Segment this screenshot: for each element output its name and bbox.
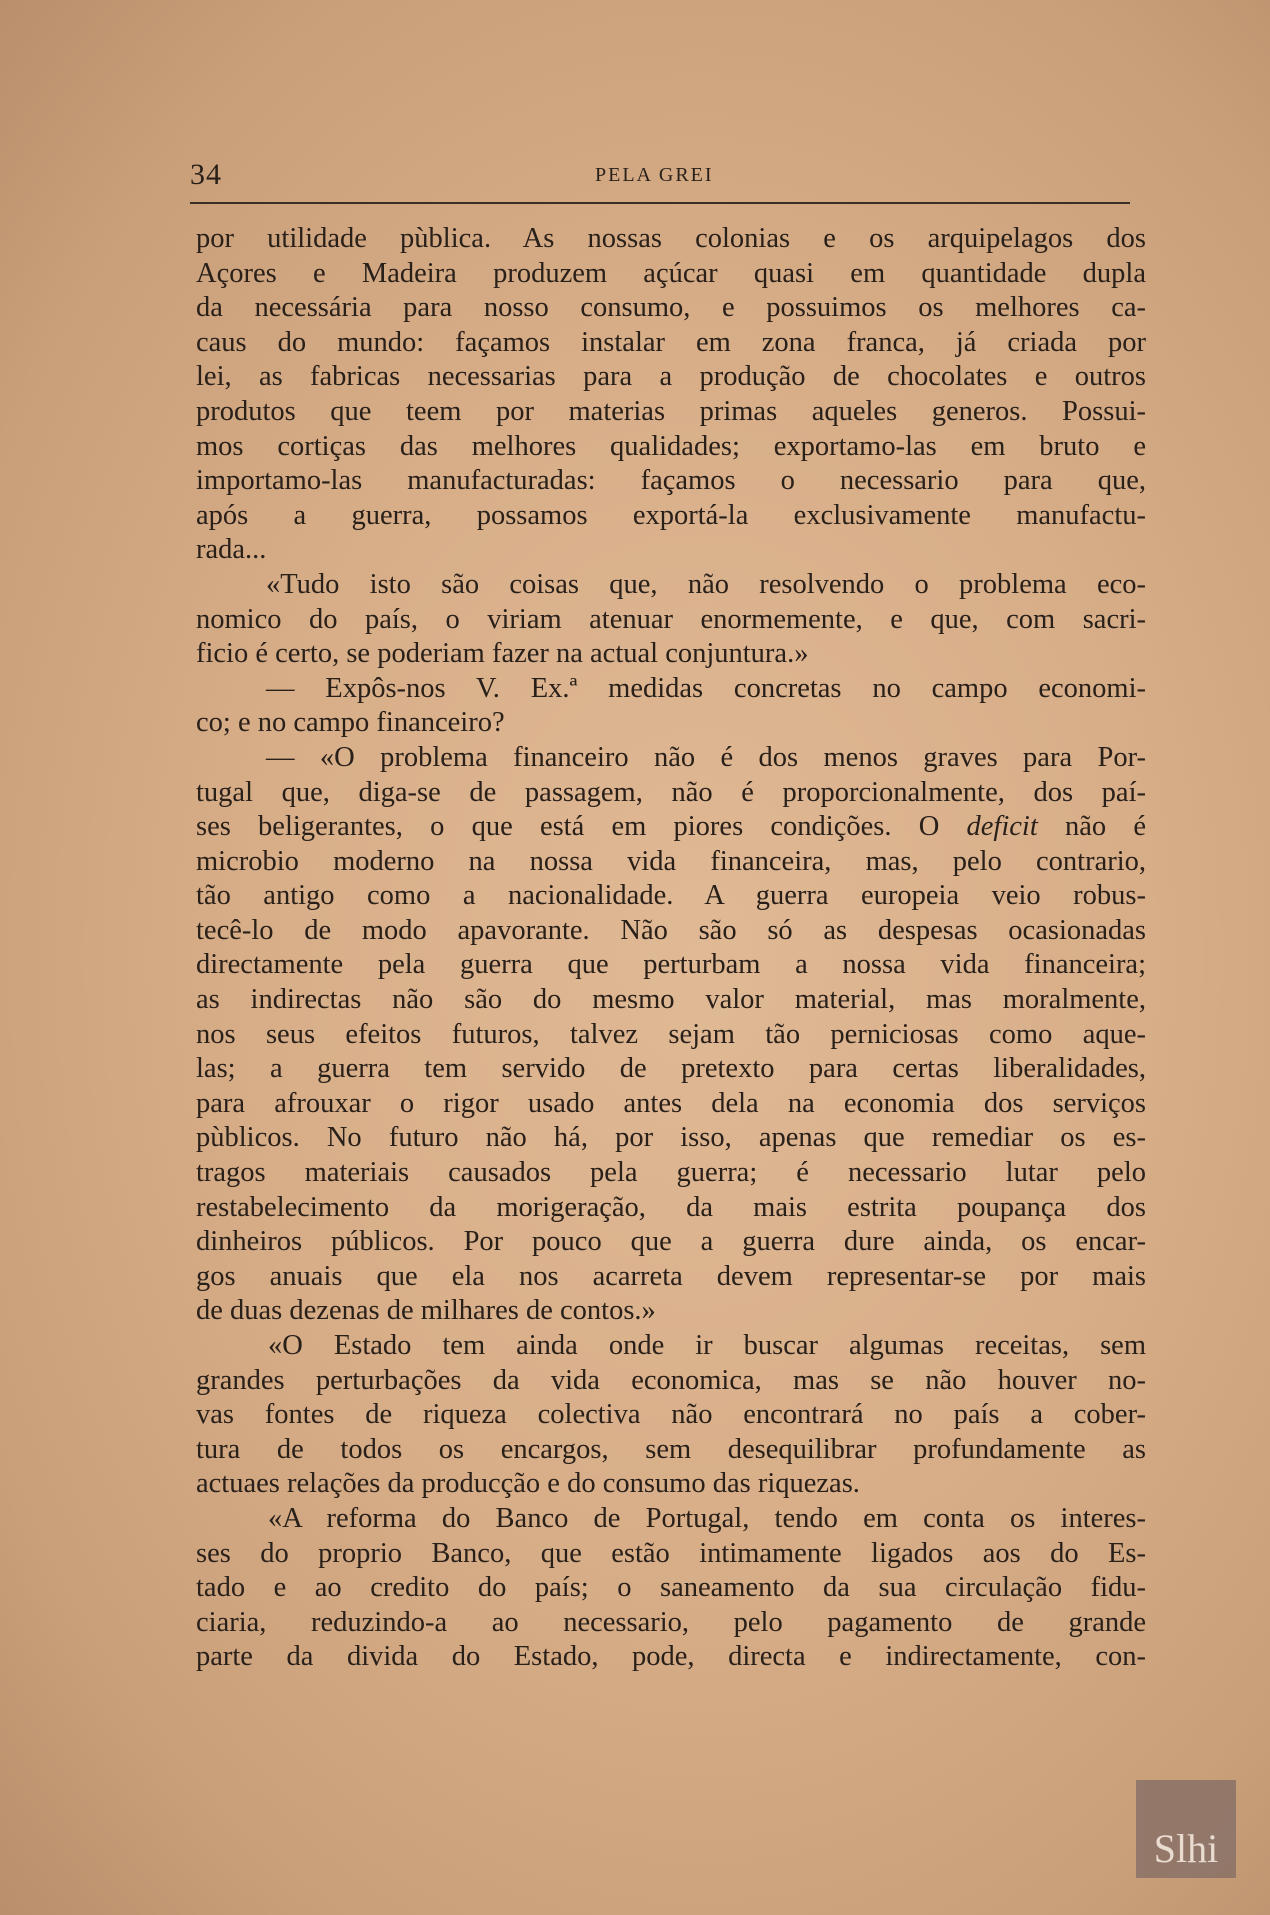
text-line: dinheiros públicos. Por pouco que a guerra dure ainda, os encar- (196, 1226, 1146, 1258)
text-line: actuaes relações da producção e do consumo das riquezas. (196, 1468, 860, 1500)
text-line: lei, as fabricas necessarias para a produção de chocolates e outros (196, 361, 1146, 393)
text-line: ciaria, reduzindo-a ao necessario, pelo pagamento de grande (196, 1606, 1146, 1638)
text-line: caus do mundo: façamos instalar em zona franca, já criada por (196, 326, 1146, 358)
text-line: «O Estado tem ainda onde ir buscar algumas receitas, sem (268, 1330, 1146, 1361)
text-line: vas fontes de riqueza colectiva não encontrará no país a cober- (196, 1399, 1146, 1431)
body-text (196, 222, 1146, 1675)
text-line: grandes perturbações da vida economica, mas se não houver no- (196, 1364, 1146, 1396)
text-line: Açores e Madeira produzem açúcar quasi em quantidade dupla (196, 257, 1146, 289)
text-line: tura de todos os encargos, sem desequilibrar profundamente as (196, 1433, 1146, 1465)
text-line: nos seus efeitos futuros, talvez sejam tão perniciosas como aque- (196, 1018, 1146, 1050)
text-line: para afrouxar o rigor usado antes dela na economia dos serviços (196, 1087, 1146, 1119)
text-line: da necessária para nosso consumo, e possuimos os melhores ca- (196, 292, 1146, 324)
text-line: tugal que, diga-se de passagem, não é proporcionalmente, dos paí- (196, 776, 1146, 808)
text-line: após a guerra, possamos exportá-la exclusivamente manufactu- (196, 499, 1146, 531)
text-line: por utilidade pùblica. As nossas colonias e os arquipelagos dos (196, 223, 1146, 254)
text-line: tecê-lo de modo apavorante. Não são só as despesas ocasionadas (196, 914, 1146, 946)
text-line: importamo-las manufacturadas: façamos o necessario para que, (196, 465, 1146, 497)
text-line: tragos materiais causados pela guerra; é necessario lutar pelo (196, 1157, 1146, 1189)
page-header (190, 158, 1130, 204)
text-line: mos cortiças das melhores qualidades; exportamo-las em bruto e (196, 430, 1146, 462)
text-line: co; e no campo financeiro? (196, 707, 505, 739)
text-line: las; a guerra tem servido de pretexto para certas liberalidades, (196, 1053, 1146, 1085)
text-line: — «O problema financeiro não é dos menos graves para Por- (266, 741, 1146, 773)
text-line: «A reforma do Banco de Portugal, tendo em conta os interes- (268, 1502, 1146, 1534)
stamp-text: Slhi (1153, 1826, 1219, 1871)
text-line: «Tudo isto são coisas que, não resolvendo o problema eco- (266, 568, 1146, 600)
text-line: pùblicos. No futuro não há, por isso, apenas que remediar os es- (196, 1122, 1146, 1154)
text-line: ses do proprio Banco, que estão intimamente ligados aos do Es- (196, 1537, 1146, 1569)
text-line: as indirectas não são do mesmo valor material, mas moralmente, (196, 984, 1146, 1016)
text-line: produtos que teem por materias primas aqueles generos. Possui- (196, 395, 1146, 427)
italic-word: deficit (966, 811, 1038, 843)
text-line: de duas dezenas de milhares de contos.» (196, 1295, 656, 1327)
library-stamp (1136, 1780, 1236, 1878)
text-line: directamente pela guerra que perturbam a nossa vida financeira; (196, 949, 1146, 981)
running-title: PELA GREI (595, 164, 714, 186)
text-line: gos anuais que ela nos acarreta devem representar-se por mais (196, 1260, 1146, 1292)
page-number: 34 (190, 158, 222, 191)
text-line: ses beligerantes, o que está em piores condições. O deficit não é (196, 811, 1146, 843)
text-line: tão antigo como a nacionalidade. A guerra europeia veio robus- (196, 880, 1146, 912)
text-line: ficio é certo, se poderiam fazer na actual conjuntura.» (196, 638, 809, 670)
text-line: rada... (196, 534, 267, 566)
text-line: tado e ao credito do país; o saneamento da sua circulação fidu- (196, 1572, 1146, 1604)
text-line: parte da divida do Estado, pode, directa e indirectamente, con- (196, 1641, 1146, 1673)
text-line: restabelecimento da morigeração, da mais estrita poupança dos (196, 1191, 1146, 1223)
text-line: nomico do país, o viriam atenuar enormemente, e que, com sacri- (196, 603, 1146, 635)
text-line: microbio moderno na nossa vida financeira, mas, pelo contrario, (196, 845, 1146, 877)
text-line: — Expôs-nos V. Ex.ª medidas concretas no campo economi- (266, 672, 1146, 704)
